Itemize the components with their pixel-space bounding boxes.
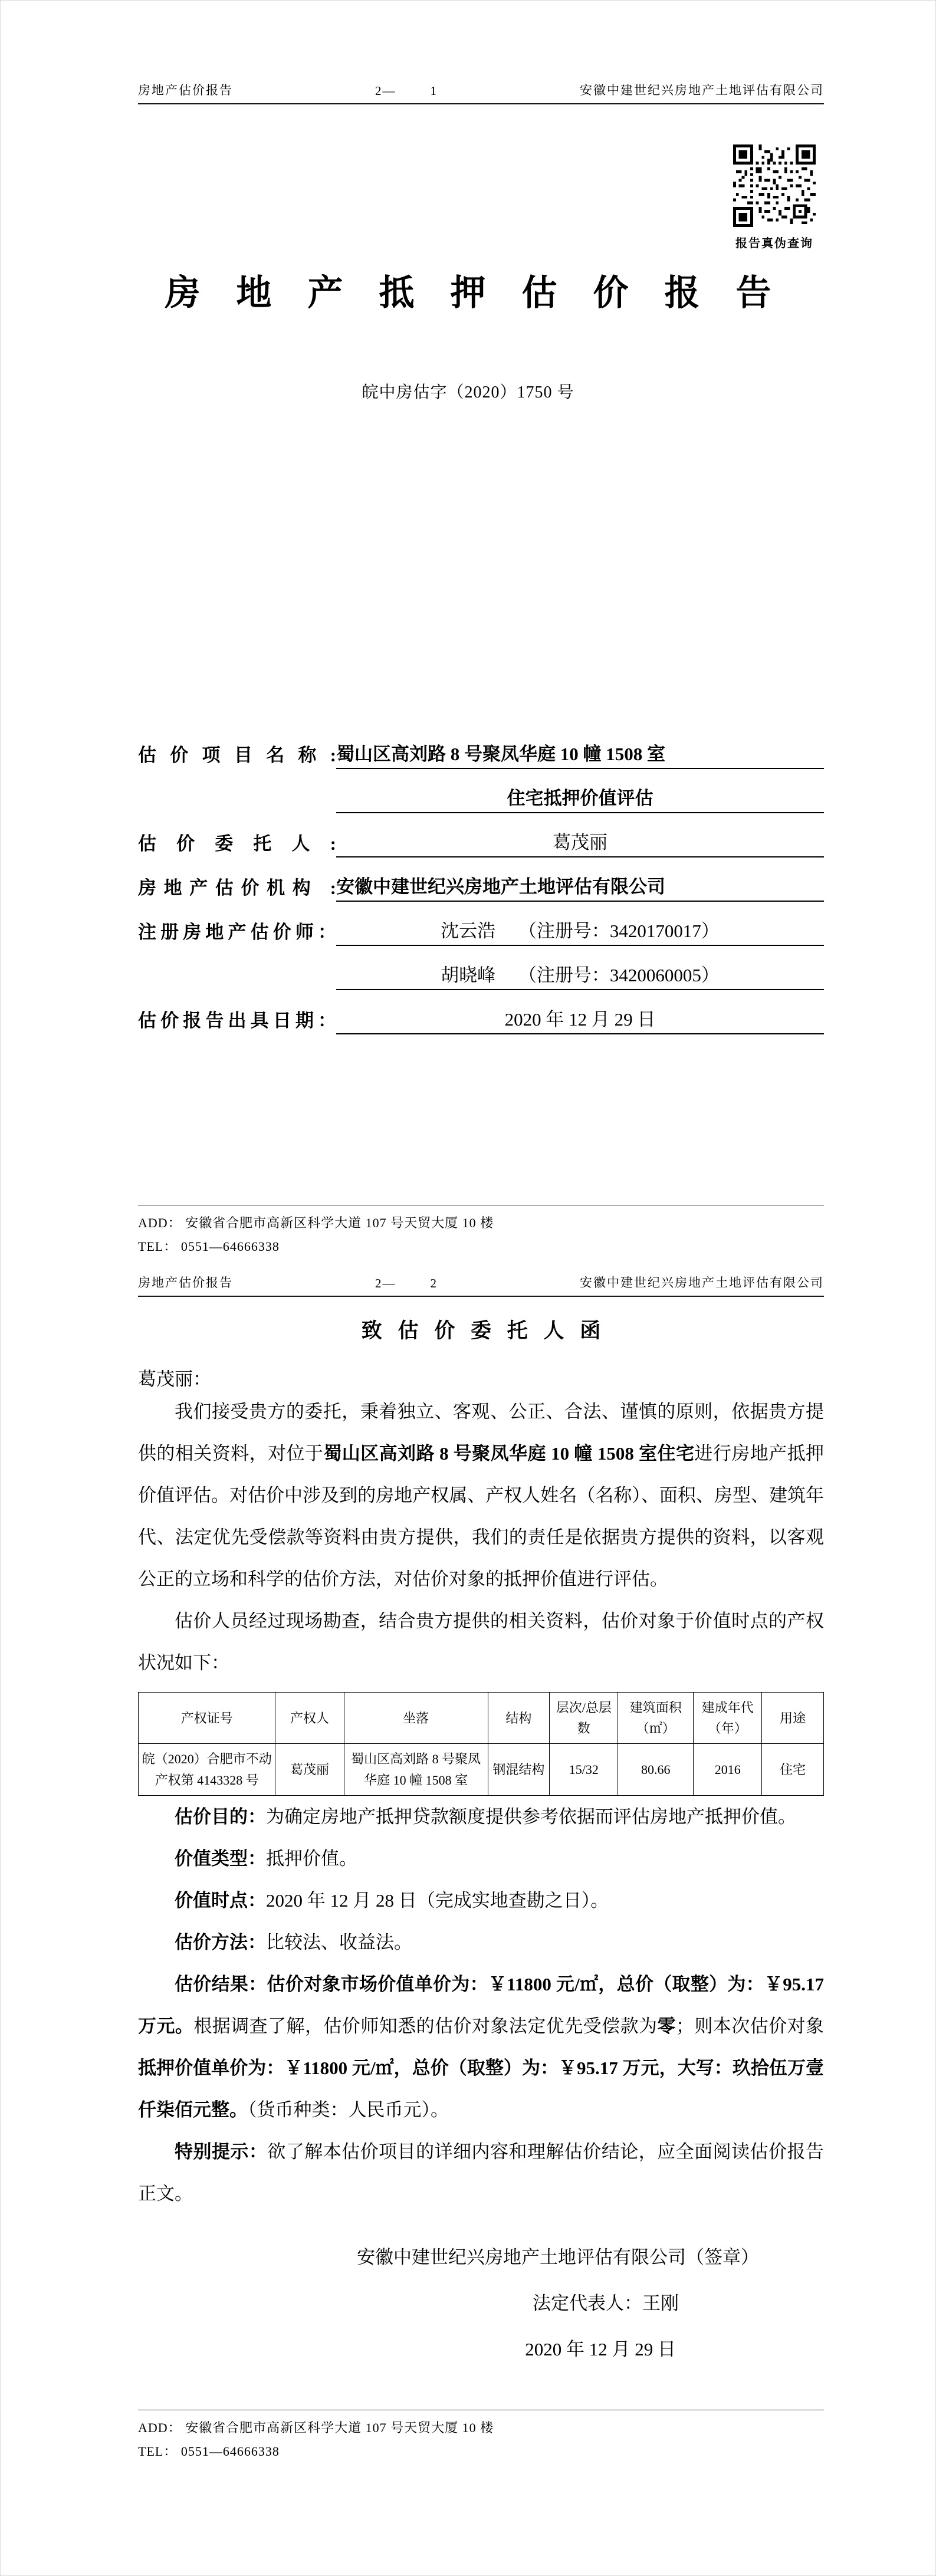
col-owner: 产权人	[275, 1693, 344, 1744]
page-2	[138, 1273, 824, 2373]
item-text: 比较法、收益法。	[266, 1931, 412, 1953]
letter-salutation: 葛茂丽：	[138, 1369, 211, 1389]
item-result	[138, 1963, 824, 2131]
item-label: 估价目的：	[175, 1806, 266, 1827]
field-agency	[138, 857, 824, 902]
result-text: 根据调查了解，估价师知悉的估价对象法定优先受偿款为	[193, 2015, 658, 2036]
qr-code-icon	[733, 144, 816, 227]
page2-running-header	[138, 1273, 824, 1297]
item-text: 为确定房地产抵押贷款额度提供参考依据而评估房地产抵押价值。	[266, 1806, 796, 1827]
field-value: 葛茂丽	[336, 827, 824, 857]
property-rights-table	[138, 1692, 824, 1796]
field-value: 蜀山区高刘路 8 号聚凤华庭 10 幢 1508 室	[336, 739, 824, 769]
result-mortgage-value: 抵押价值单价为：￥11800 元/㎡，总价（取整）为：￥95.17 万元，大写：玖拾伍万壹仟柒佰元整。	[138, 2057, 824, 2120]
item-special-notice	[138, 2131, 824, 2214]
report-title: 房 地 产 抵 押 估 价 报 告	[165, 274, 771, 313]
qr-caption: 报告真伪查询	[735, 237, 813, 250]
cell-floor: 15/32	[550, 1744, 618, 1795]
signature-legal-representative: 法定代表人：王刚	[533, 2292, 679, 2314]
footer-address: ADD： 安徽省合肥市高新区科学大道 107 号天贸大厦 10 楼	[138, 2420, 494, 2435]
signature-date: 2020 年 12 月 29 日	[525, 2338, 676, 2360]
field-value: 沈云浩 （注册号：3420170017）	[336, 916, 824, 946]
item-purpose	[138, 1796, 824, 1838]
col-location: 坐落	[344, 1693, 488, 1744]
header-doc-type: 房地产估价报告	[138, 83, 233, 97]
para1-pre: 我们接受贵方的委托，秉着独立、客观、公正、合法、谨慎的原则，依据贵方提供的相关资料，对位于	[138, 1401, 824, 1464]
field-label: 估价报告出具日期：	[138, 1010, 336, 1031]
item-value-type	[138, 1838, 824, 1880]
item-label: 估价方法：	[175, 1931, 266, 1953]
footer-telephone: TEL： 0551—64666338	[138, 1239, 280, 1254]
page1-running-header	[138, 81, 824, 104]
col-certificate-number: 产权证号	[139, 1693, 275, 1744]
letter-paragraph-1	[138, 1391, 824, 1600]
header-doc-type: 房地产估价报告	[138, 1276, 233, 1290]
cell-usage: 住宅	[762, 1744, 824, 1795]
cell-structure: 钢混结构	[488, 1744, 550, 1795]
header-company-name: 安徽中建世纪兴房地产土地评估有限公司	[580, 1276, 824, 1290]
field-appraiser-2	[138, 946, 824, 990]
header-page-number: 2— 1	[375, 84, 438, 98]
col-floor: 层次/总层数	[550, 1693, 618, 1744]
result-currency-note: （货币种类：人民币元）。	[248, 2099, 449, 2120]
page2-footer	[138, 2410, 824, 2463]
field-label: 房地产估价机构 :	[138, 878, 336, 898]
cell-owner: 葛茂丽	[275, 1744, 344, 1795]
report-number: 皖中房估字（2020）1750 号	[362, 383, 574, 402]
letter-title: 致 估 价 委 托 人 函	[361, 1319, 601, 1342]
cell-year-built: 2016	[694, 1744, 762, 1795]
field-label: 估 价 项 目 名 称 :	[138, 745, 336, 765]
field-value: 安徽中建世纪兴房地产土地评估有限公司	[336, 872, 824, 902]
page1-footer	[138, 1205, 824, 1259]
item-label: 价值类型：	[175, 1848, 266, 1869]
col-floor-area: 建筑面积（㎡）	[618, 1693, 694, 1744]
field-project-name	[138, 725, 824, 769]
field-value: 胡晓峰 （注册号：3420060005）	[336, 960, 824, 990]
notice-text: 欲了解本估价项目的详细内容和理解估价结论，应全面阅读估价报告正文。	[138, 2141, 825, 2204]
header-company-name: 安徽中建世纪兴房地产土地评估有限公司	[580, 83, 824, 97]
col-usage: 用途	[762, 1693, 824, 1744]
cell-certificate-number: 皖（2020）合肥市不动产权第 4143328 号	[139, 1744, 275, 1795]
field-label	[138, 811, 336, 813]
item-label: 价值时点：	[175, 1890, 266, 1911]
field-value: 2020 年 12 月 29 日	[336, 1004, 824, 1034]
item-text: 抵押价值。	[266, 1848, 357, 1869]
table-row	[139, 1744, 824, 1795]
qr-block	[733, 144, 816, 251]
para1-post: 进行房地产抵押价值评估。对估价中涉及到的房地产权属、产权人姓名（名称）、面积、房型、建筑年代、法定优先受偿款等资料由贵方提供，我们的责任是依据贵方提供的资料，以客观公正的立场和科学的估价方法，对估价对象的抵押价值进行评估。	[138, 1443, 825, 1589]
table-header-row	[139, 1693, 824, 1744]
item-method	[138, 1921, 824, 1963]
field-issue-date	[138, 990, 824, 1034]
field-project-name-line2	[138, 769, 824, 813]
signature-block	[138, 2235, 824, 2373]
signature-company: 安徽中建世纪兴房地产土地评估有限公司（签章）	[357, 2246, 759, 2268]
field-label	[138, 988, 336, 990]
cover-form	[138, 725, 824, 1034]
notice-label: 特别提示：	[175, 2141, 268, 2162]
field-appraiser-1	[138, 902, 824, 946]
col-year-built: 建成年代（年）	[694, 1693, 762, 1744]
field-label: 估 价 委 托 人 :	[138, 833, 336, 854]
result-headline: 估价结果：估价对象市场价值单价为：￥11800 元/㎡，总价（取整）为：￥95.17 万元。	[138, 1973, 824, 2036]
cell-floor-area: 80.66	[618, 1744, 694, 1795]
item-value-date	[138, 1880, 824, 1921]
field-label: 注册房地产估价师：	[138, 922, 336, 942]
col-structure: 结构	[488, 1693, 550, 1744]
cell-location: 蜀山区高刘路 8 号聚凤华庭 10 幢 1508 室	[344, 1744, 488, 1795]
result-text: ；则本次估价对象	[675, 2015, 825, 2036]
header-page-number: 2— 2	[375, 1276, 438, 1290]
letter-paragraph-2: 估价人员经过现场勘查，结合贵方提供的相关资料，估价对象于价值时点的产权状况如下：	[138, 1611, 824, 1673]
result-zero: 零	[657, 2015, 676, 2036]
footer-address: ADD： 安徽省合肥市高新区科学大道 107 号天贸大厦 10 楼	[138, 1215, 494, 1230]
field-client	[138, 813, 824, 857]
field-value: 住宅抵押价值评估	[336, 783, 824, 813]
footer-telephone: TEL： 0551—64666338	[138, 2444, 280, 2459]
item-text: 2020 年 12 月 28 日（完成实地查勘之日）。	[266, 1890, 609, 1911]
para1-subject-bold: 蜀山区高刘路 8 号聚凤华庭 10 幢 1508 室住宅	[323, 1443, 695, 1464]
